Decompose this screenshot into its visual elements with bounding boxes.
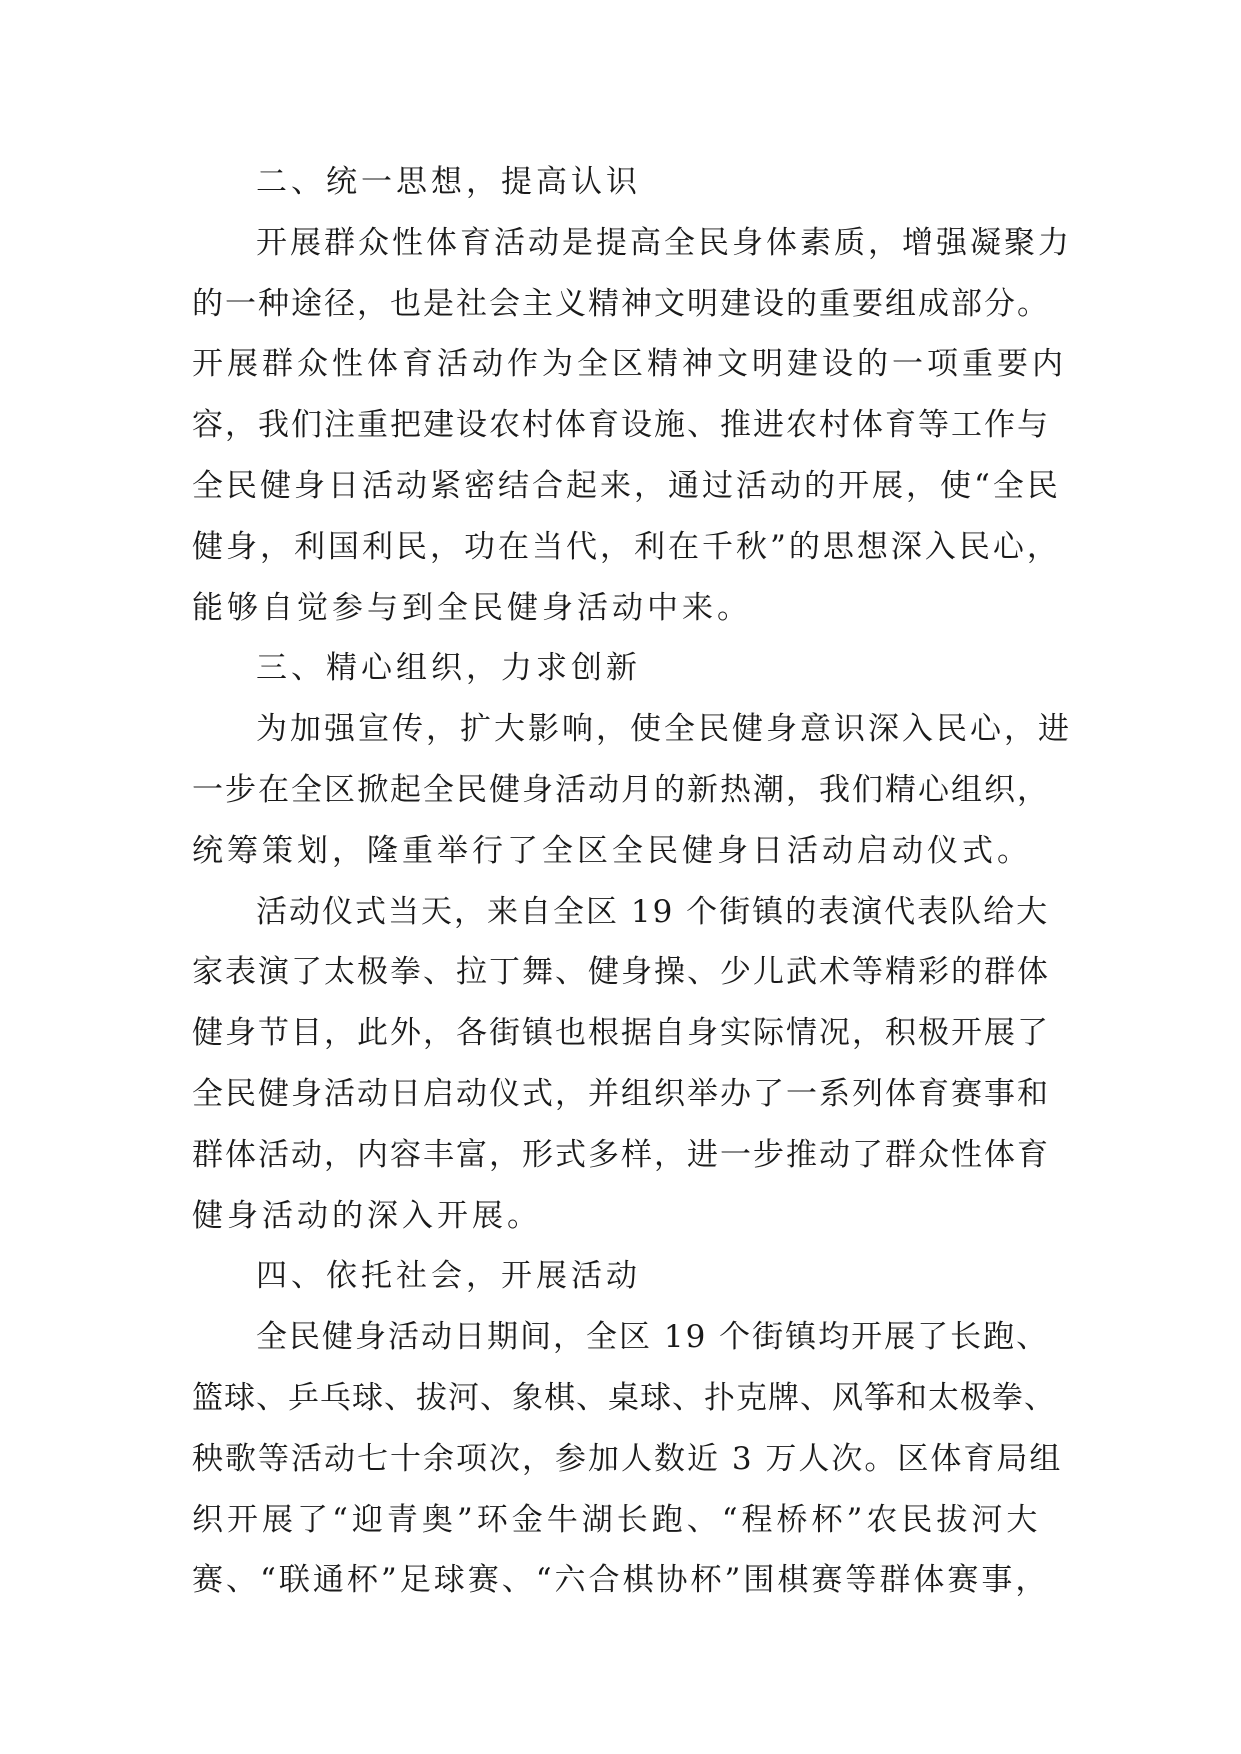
paragraph-line: 全民健身日活动紧密结合起来，通过活动的开展，使“全民 <box>192 467 1061 504</box>
paragraph-line: 开展群众性体育活动是提高全民身体素质，增强凝聚力 <box>256 224 1072 261</box>
paragraph-line: 健身，利国利民，功在当代，利在千秋”的思想深入民心， <box>192 528 1061 565</box>
paragraph-line: 织开展了“迎青奥”环金牛湖长跑、“程桥杯”农民拔河大 <box>192 1501 1042 1538</box>
section-heading-4: 四、依托社会，开展活动 <box>256 1258 641 1295</box>
paragraph-line: 秧歌等活动七十余项次，参加人数近 3 万人次。区体育局组 <box>192 1440 1063 1477</box>
section-heading-3: 三、精心组织，力求创新 <box>256 650 641 687</box>
paragraph-line: 全民健身活动日启动仪式，并组织举办了一系列体育赛事和 <box>192 1075 1050 1112</box>
paragraph-line: 的一种途径，也是社会主义精神文明建设的重要组成部分。 <box>192 285 1050 322</box>
document-body <box>192 152 1072 1611</box>
paragraph-line: 健身节目，此外，各街镇也根据自身实际情况，积极开展了 <box>192 1015 1050 1052</box>
paragraph-line: 篮球、乒乓球、拔河、象棋、桌球、扑克牌、风筝和太极拳、 <box>192 1379 1056 1416</box>
paragraph-line: 家表演了太极拳、拉丁舞、健身操、少儿武术等精彩的群体 <box>192 954 1050 991</box>
paragraph-line: 统筹策划，隆重举行了全区全民健身日活动启动仪式。 <box>192 832 1032 869</box>
paragraph-line: 开展群众性体育活动作为全区精神文明建设的一项重要内 <box>192 346 1067 383</box>
paragraph-line: 群体活动，内容丰富，形式多样，进一步推动了群众性体育 <box>192 1136 1050 1173</box>
paragraph-line: 健身活动的深入开展。 <box>192 1197 542 1234</box>
paragraph-line: 赛、“联通杯”足球赛、“六合棋协杯”围棋赛等群体赛事， <box>192 1562 1050 1599</box>
paragraph-line: 容，我们注重把建设农村体育设施、推进农村体育等工作与 <box>192 407 1050 444</box>
paragraph-line: 活动仪式当天，来自全区 19 个街镇的表演代表队给大 <box>256 893 1050 930</box>
paragraph-line: 全民健身活动日期间，全区 19 个街镇均开展了长跑、 <box>256 1319 1050 1356</box>
paragraph-line: 为加强宣传，扩大影响，使全民健身意识深入民心，进 <box>256 711 1072 748</box>
section-heading-2: 二、统一思想，提高认识 <box>256 164 641 200</box>
paragraph-line: 一步在全区掀起全民健身活动月的新热潮，我们精心组织， <box>192 771 1050 808</box>
paragraph-line: 能够自觉参与到全民健身活动中来。 <box>192 589 752 626</box>
